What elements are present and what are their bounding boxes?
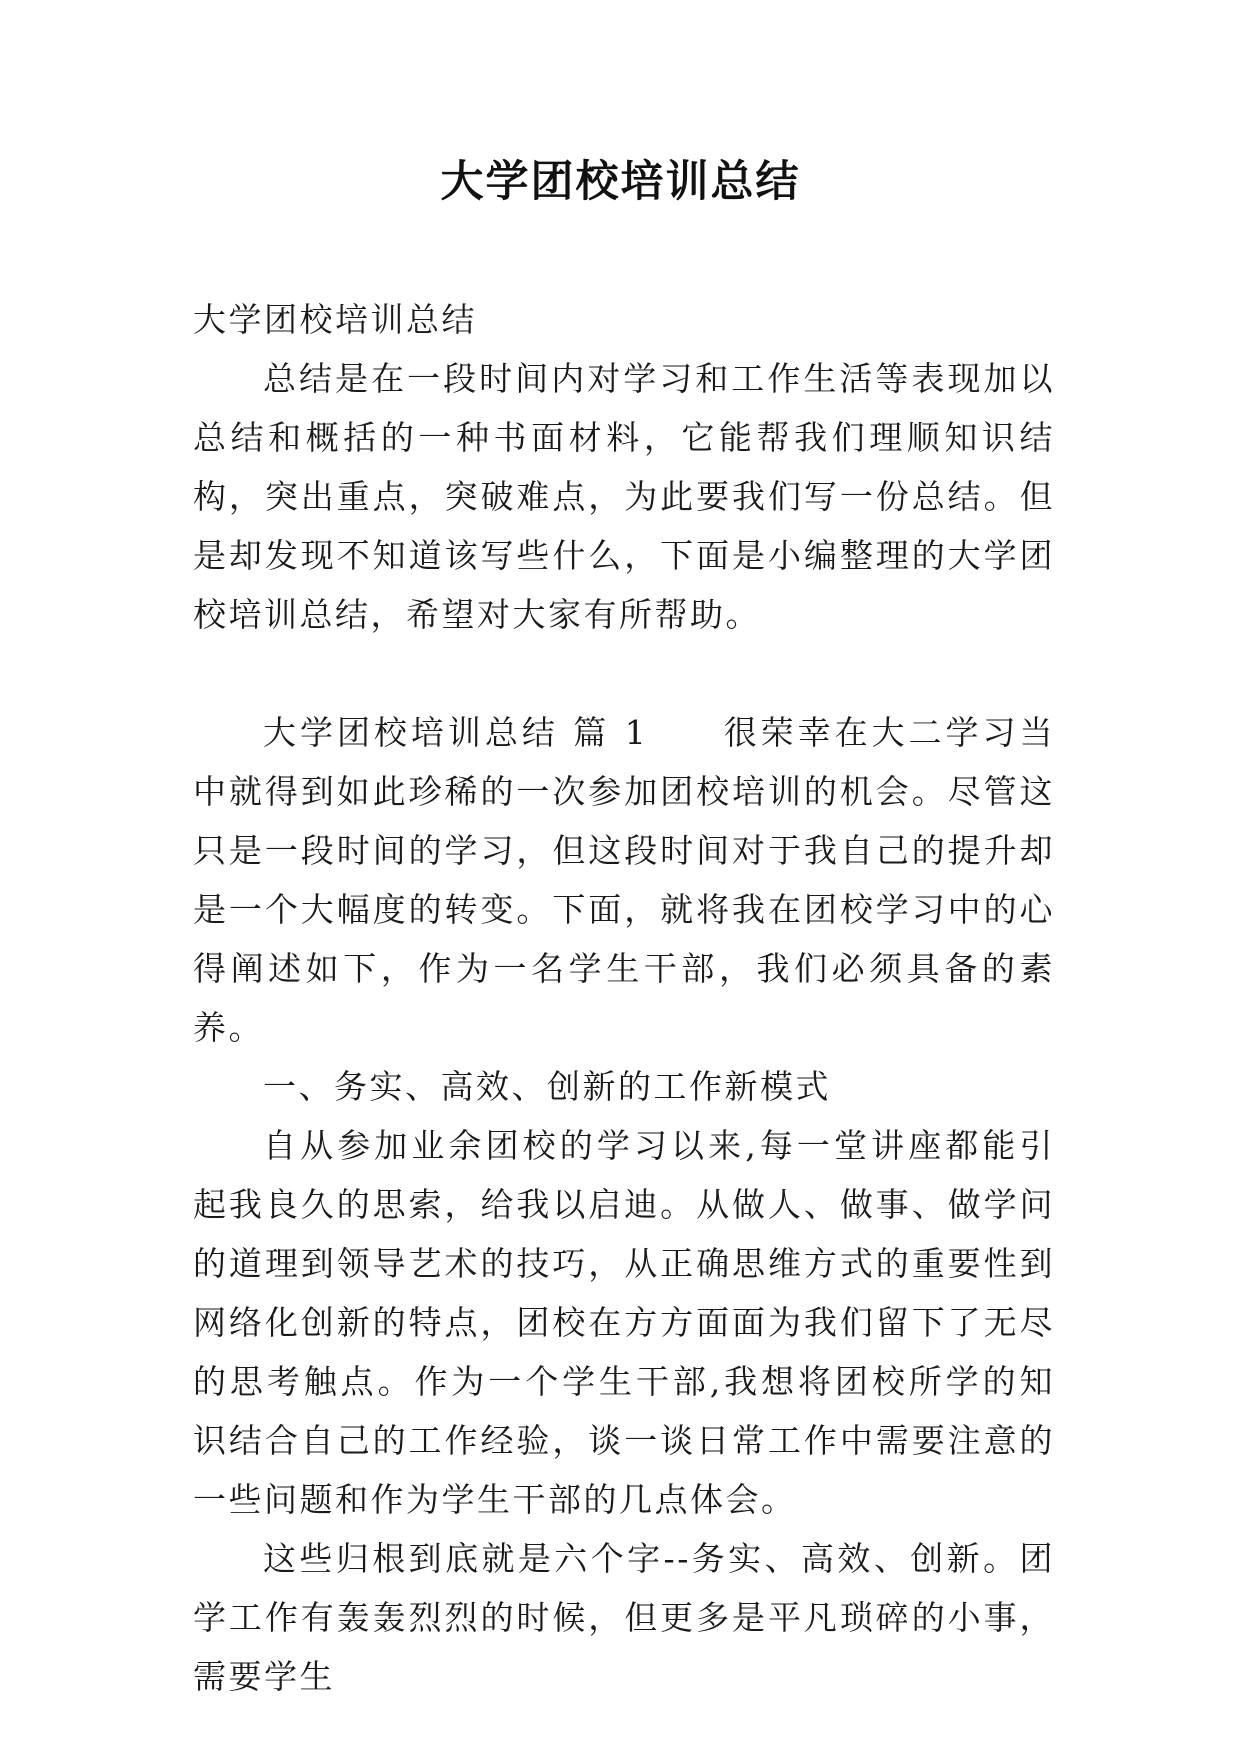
intro-paragraph: 总结是在一段时间内对学习和工作生活等表现加以总结和概括的一种书面材料，它能帮我们理顺知识结构，突出重点，突破难点，为此要我们写一份总结。但是却发现不知道该写些什么，下面是小编整理的大学团校培训总结，希望对大家有所帮助。 [193, 359, 1055, 634]
section-paragraph [193, 703, 1055, 1057]
section-heading: 大学团校培训总结 篇 1 [263, 713, 649, 752]
paragraph-gap [193, 644, 1055, 703]
body-paragraph: 自从参加业余团校的学习以来,每一堂讲座都能引起我良久的思索，给我以启迪。从做人、做事、做学问的道理到领导艺术的技巧，从正确思维方式的重要性到网络化创新的特点，团校在方方面面为我们留下了无尽的思考触点。作为一个学生干部,我想将团校所学的知识结合自己的工作经验，谈一谈日常工作中需要注意的一些问题和作为学生干部的几点体会。 [193, 1126, 1055, 1519]
body-paragraph-continued: 这些归根到底就是六个字--务实、高效、创新。团学工作有轰轰烈烈的时候，但更多是平凡琐碎的小事，需要学生 [193, 1539, 1055, 1696]
document-body [193, 290, 1055, 1706]
subheading-line: 一、务实、高效、创新的工作新模式 [263, 1067, 831, 1106]
document-title: 大学团校培训总结 [440, 157, 801, 207]
section-body: 很荣幸在大二学习当中就得到如此珍稀的一次参加团校培训的机会。尽管这只是一段时间的学习，但这段时间对于我自己的提升却是一个大幅度的转变。下面，就将我在团校学习中的心得阐述如下，作为一名学生干部，我们必须具备的素养。 [193, 713, 1056, 1047]
subtitle-line: 大学团校培训总结 [193, 300, 477, 339]
